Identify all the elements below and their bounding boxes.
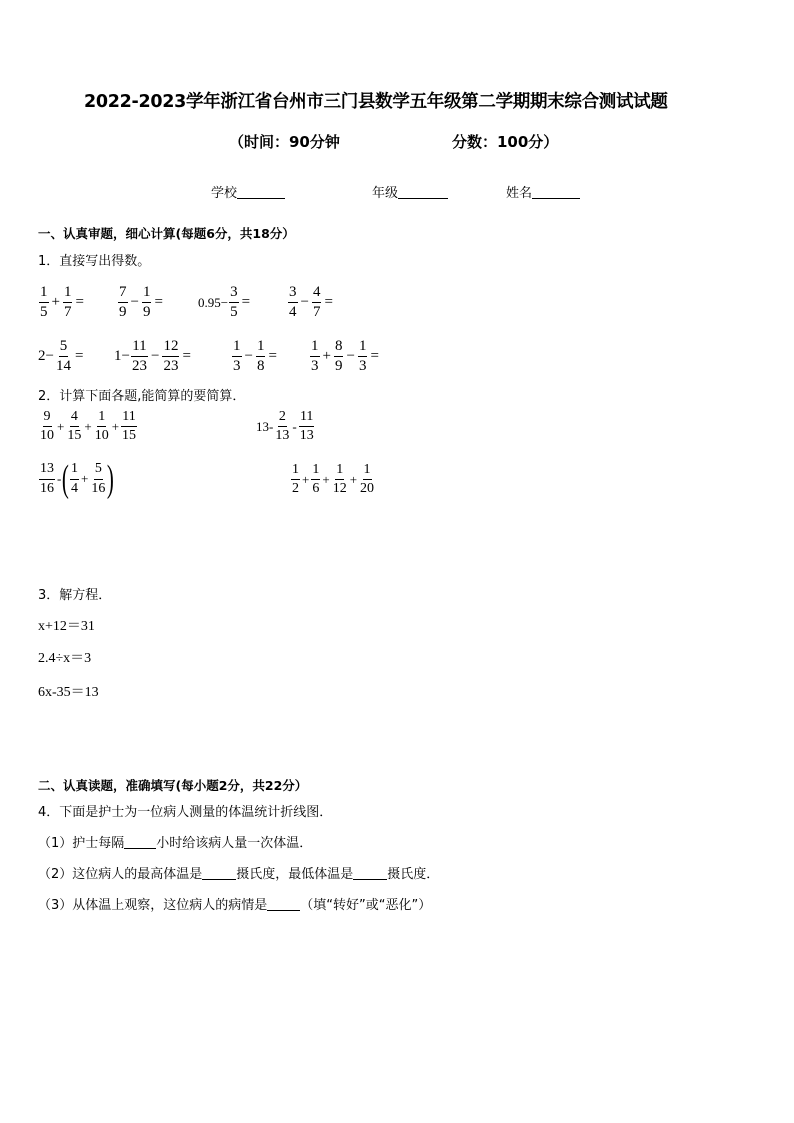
- equation-3: 6x-35＝13: [38, 685, 99, 700]
- answer-blank[interactable]: [202, 865, 236, 880]
- name-field: [506, 182, 580, 201]
- page-title: 2022-2023学年浙江省台州市三门县数学五年级第二学期期末综合测试试题: [84, 92, 668, 112]
- question-2-label: 2．计算下面各题,能简算的要简算．: [38, 389, 246, 404]
- name-blank[interactable]: [532, 185, 580, 199]
- answer-blank[interactable]: [353, 865, 387, 880]
- q1-expr-8: $\frac{1}{3}$ + $\frac{8}{9}$ − $\frac{1}{3}$ =: [311, 338, 379, 375]
- q1-expr-2: $\frac{7}{9}$ − $\frac{1}{9}$ =: [119, 284, 163, 321]
- q1-expr-6: 1− $\frac{11}{23}$ − $\frac{12}{23}$ =: [114, 338, 191, 375]
- q1-expr-3: 0.95− $\frac{3}{5}$ =: [198, 284, 251, 321]
- answer-blank[interactable]: [267, 896, 300, 911]
- q1-expr-1: $\frac{1}{5}$ + $\frac{1}{7}$ =: [40, 284, 84, 321]
- q2-expr-1: $\frac{9}{10}$ + $\frac{4}{15}$ + $\frac{1}{10}$ + $\frac{11}{15}$: [40, 409, 137, 444]
- q2-expr-3: $\frac{13}{16}$ - ( $\frac{1}{4}$ + $\frac{5}{16}$ ): [40, 458, 115, 500]
- question-3-label: 3．解方程．: [38, 588, 112, 603]
- answer-blank[interactable]: [124, 834, 156, 849]
- exam-time: （时间：90分钟: [229, 133, 340, 151]
- grade-label: 年级: [372, 186, 399, 201]
- school-field: [211, 182, 285, 201]
- section-1-heading: 一、认真审题，细心计算(每题6分，共18分）: [38, 226, 295, 241]
- fraction: $\frac{1}{7}$: [63, 284, 72, 321]
- school-blank[interactable]: [237, 185, 285, 199]
- question-1-label: 1．直接写出得数。: [38, 254, 151, 269]
- q1-expr-5: 2− $\frac{5}{14}$ =: [38, 338, 84, 375]
- exam-score: 分数：100分）: [452, 133, 559, 151]
- section-2-heading: 二、认真读题，准确填写(每小题2分，共22分）: [38, 778, 308, 793]
- equation-1: x+12＝31: [38, 619, 95, 634]
- q1-expr-7: $\frac{1}{3}$ − $\frac{1}{8}$ =: [233, 338, 277, 375]
- q4-sub-3: （3）从体温上观察，这位病人的病情是 （填“转好”或“恶化”）: [38, 898, 432, 913]
- school-label: 学校: [211, 186, 238, 201]
- grade-blank[interactable]: [398, 185, 448, 199]
- fraction: $\frac{1}{5}$: [40, 284, 48, 321]
- q4-sub-2: （2）这位病人的最高体温是 摄氏度，最低体温是 摄氏度．: [38, 867, 440, 882]
- grade-field: [372, 182, 448, 201]
- question-4-label: 4．下面是护士为一位病人测量的体温统计折线图．: [38, 805, 333, 820]
- q1-expr-4: $\frac{3}{4}$ − $\frac{4}{7}$ =: [289, 284, 333, 321]
- name-label: 姓名: [506, 186, 533, 201]
- q2-expr-2: 13- $\frac{2}{13}$ - $\frac{11}{13}$: [256, 409, 314, 444]
- q4-sub-1: （1）护士每隔 小时给该病人量一次体温．: [38, 836, 313, 851]
- equation-2: 2.4÷x＝3: [38, 651, 92, 666]
- q2-expr-4: $\frac{1}{2}$ + $\frac{1}{6}$ + $\frac{1}{12}$ + $\frac{1}{20}$: [292, 462, 375, 497]
